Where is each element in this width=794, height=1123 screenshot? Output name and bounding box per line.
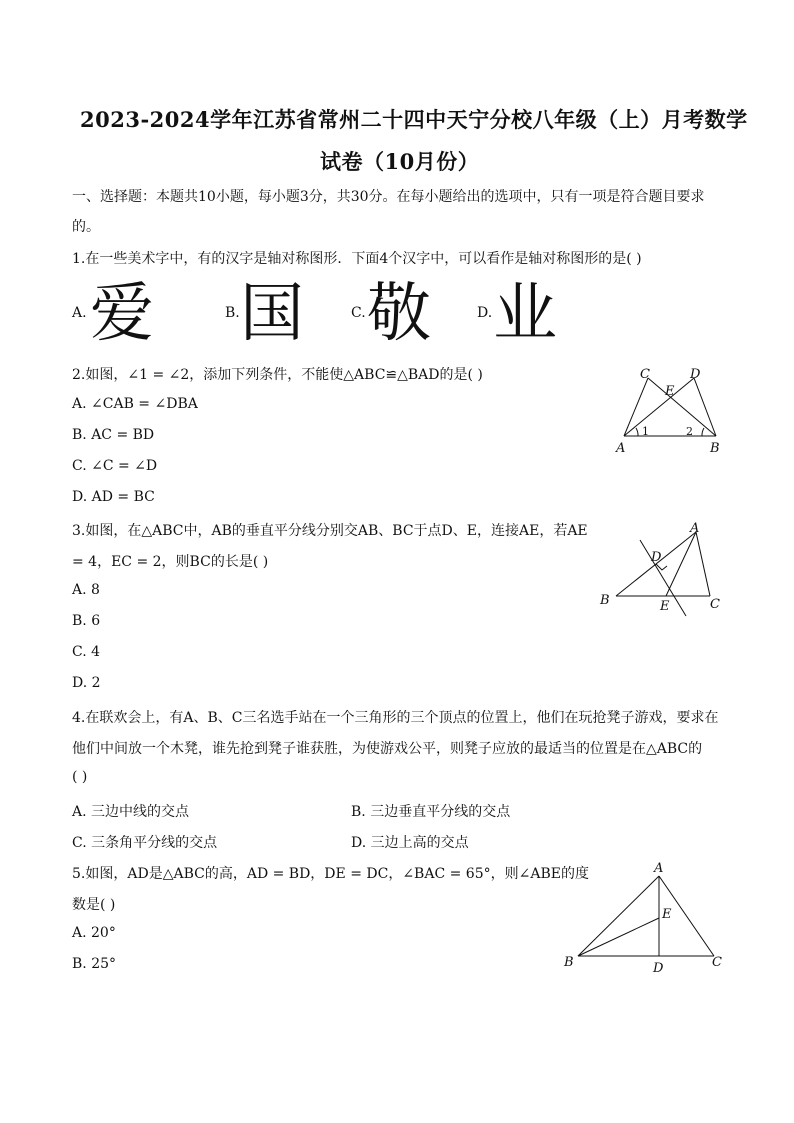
q3-option-a: A. 8 xyxy=(72,582,100,598)
q5-point-a: A xyxy=(654,861,664,876)
q3-option-b: B. 6 xyxy=(72,613,101,629)
q5-option-b: B. 25° xyxy=(72,956,117,972)
q3-option-c: C. 4 xyxy=(72,644,101,660)
q2-option-b: B. AC = BD xyxy=(72,427,155,443)
q3-option-d: D. 2 xyxy=(72,675,101,691)
q4-option-c: C. 三条角平分线的交点 xyxy=(72,835,218,851)
q2-point-c: C xyxy=(640,367,650,382)
q4-option-b: B. 三边垂直平分线的交点 xyxy=(351,804,511,820)
q1-option-b-char: 国 xyxy=(240,277,304,351)
question-4-stem-line1: 4.在联欢会上，有A、B、C三名选手站在一个三角形的三个顶点的位置上，他们在玩抢凳子游戏，要求在 xyxy=(72,710,719,726)
q5-point-c: C xyxy=(712,955,722,970)
q3-point-e: E xyxy=(660,599,670,614)
q1-option-c-char: 敬 xyxy=(367,277,431,351)
q5-point-b: B xyxy=(564,955,574,970)
q1-option-a-label: A. xyxy=(72,305,87,321)
q2-segment-bd xyxy=(694,378,716,436)
q2-angle-1-arc xyxy=(636,428,638,436)
q3-segment-ae xyxy=(666,532,696,596)
q5-segment-ab xyxy=(578,876,659,956)
q2-figure xyxy=(610,362,730,458)
question-1-stem: 1.在一些美术字中，有的汉字是轴对称图形．下面4个汉字中，可以看作是轴对称图形的是( ) xyxy=(72,251,642,267)
q5-point-e: E xyxy=(662,907,672,922)
q2-point-e: E xyxy=(665,384,675,399)
q1-option-b-label: B. xyxy=(225,305,240,321)
q2-option-c: C. ∠C = ∠D xyxy=(72,458,158,474)
q5-segment-be xyxy=(578,918,659,956)
question-3-stem-line2: = 4，EC = 2，则BC的长是( ) xyxy=(72,554,269,570)
q1-option-d-label: D. xyxy=(477,305,493,321)
question-5-stem-line1: 5.如图，AD是△ABC的高，AD = BD，DE = DC，∠BAC = 65°，则∠ABE的度 xyxy=(72,866,589,882)
q2-point-d: D xyxy=(690,367,701,382)
section-header-line2: 的。 xyxy=(72,219,100,235)
paper-title-line2: 试卷（10月份） xyxy=(320,149,480,174)
question-4-stem-line3: ( ) xyxy=(72,769,88,785)
q2-option-d: D. AD = BC xyxy=(72,489,155,505)
q4-option-d: D. 三边上高的交点 xyxy=(351,835,469,851)
question-4-stem-line2: 他们中间放一个木凳，谁先抢到凳子谁获胜，为使游戏公平，则凳子应放的最适当的位置是在△ABC的 xyxy=(72,741,703,757)
q2-angle-2-label: 2 xyxy=(686,425,693,438)
q2-option-a: A. ∠CAB = ∠DBA xyxy=(72,396,198,412)
question-5-stem-line2: 数是( ) xyxy=(72,897,116,913)
q5-figure xyxy=(560,858,730,978)
q5-point-d: D xyxy=(653,961,664,976)
q3-point-c: C xyxy=(710,597,720,612)
q3-figure xyxy=(594,518,728,618)
q2-point-b: B xyxy=(710,441,720,456)
q3-point-b: B xyxy=(600,593,610,608)
q1-option-d-char: 业 xyxy=(493,277,557,351)
q1-option-a-char: 爱 xyxy=(90,277,154,351)
section-header-line1: 一、选择题：本题共10小题，每小题3分，共30分。在每小题给出的选项中，只有一项是符合题目要求 xyxy=(72,189,705,205)
q3-point-a: A xyxy=(690,521,700,536)
paper-title-line1: 2023-2024学年江苏省常州二十四中天宁分校八年级（上）月考数学 xyxy=(80,107,748,132)
q2-angle-2-arc xyxy=(702,428,704,436)
q2-angle-1-label: 1 xyxy=(642,425,649,438)
question-2-stem: 2.如图，∠1 = ∠2，添加下列条件，不能使△ABC≌△BAD的是( ) xyxy=(72,367,483,383)
q3-segment-ac xyxy=(696,532,710,596)
q4-option-a: A. 三边中线的交点 xyxy=(72,804,190,820)
q2-point-a: A xyxy=(616,441,626,456)
q1-option-c-label: C. xyxy=(351,305,366,321)
question-3-stem-line1: 3.如图，在△ABC中，AB的垂直平分线分别交AB、BC于点D、E，连接AE，若AE xyxy=(72,523,588,539)
q2-segment-ad xyxy=(624,378,694,436)
q2-segment-bc xyxy=(648,378,716,436)
q3-point-d: D xyxy=(651,550,662,565)
q5-option-a: A. 20° xyxy=(72,925,116,941)
